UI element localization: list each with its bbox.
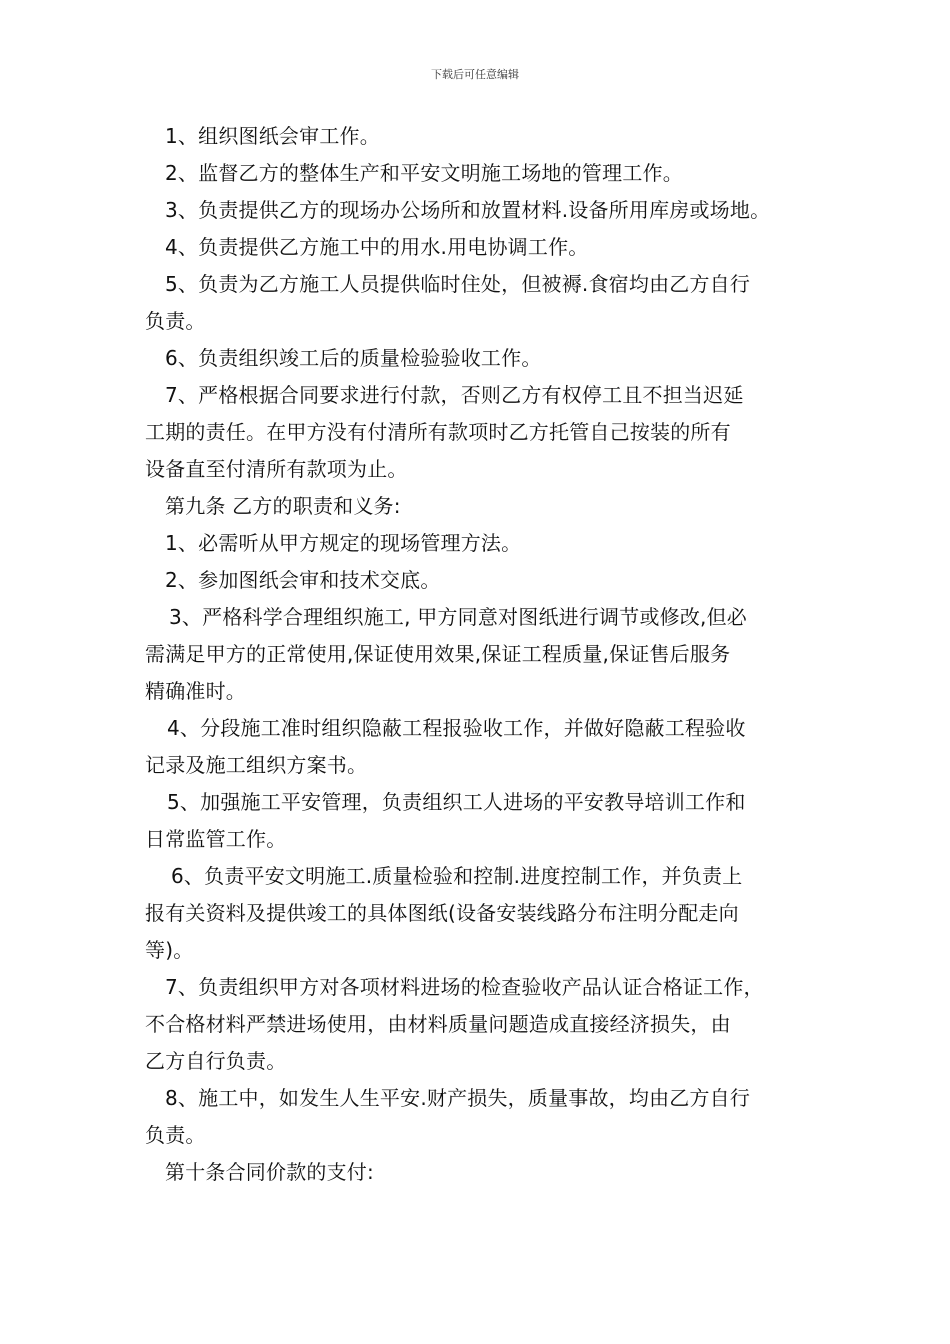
document-line: 精确准时。 bbox=[145, 679, 246, 703]
document-line: 6、负责平安文明施工.质量检验和控制.进度控制工作，并负责上 bbox=[171, 864, 743, 888]
document-line: 3、严格科学合理组织施工, 甲方同意对图纸进行调节或修改,但必 bbox=[169, 605, 747, 629]
document-line: 5、负责为乙方施工人员提供临时住处，但被褥.食宿均由乙方自行 bbox=[165, 272, 751, 296]
document-line: 日常监管工作。 bbox=[145, 827, 287, 851]
document-line: 需满足甲方的正常使用,保证使用效果,保证工程质量,保证售后服务 bbox=[145, 642, 731, 666]
document-line: 6、负责组织竣工后的质量检验验收工作。 bbox=[165, 346, 542, 370]
document-line: 8、施工中，如发生人生平安.财产损失，质量事故，均由乙方自行 bbox=[165, 1086, 751, 1110]
document-line: 第十条合同价款的支付: bbox=[165, 1160, 374, 1184]
document-line: 5、加强施工平安管理，负责组织工人进场的平安教导培训工作和 bbox=[167, 790, 746, 814]
document-line: 2、参加图纸会审和技术交底。 bbox=[165, 568, 441, 592]
document-line: 第九条 乙方的职责和义务: bbox=[165, 494, 401, 518]
document-line: 工期的责任。在甲方没有付清所有款项时乙方托管自己按装的所有 bbox=[145, 420, 731, 444]
page-header-note: 下载后可任意编辑 bbox=[431, 68, 519, 81]
document-line: 乙方自行负责。 bbox=[145, 1049, 287, 1073]
document-line: 设备直至付清所有款项为止。 bbox=[145, 457, 408, 481]
document-line: 1、必需听从甲方规定的现场管理方法。 bbox=[165, 531, 522, 555]
document-line: 7、负责组织甲方对各项材料进场的检查验收产品认证合格证工作， bbox=[165, 975, 764, 999]
document-line: 记录及施工组织方案书。 bbox=[145, 753, 368, 777]
document-line: 等)。 bbox=[145, 938, 194, 962]
document-body bbox=[145, 118, 825, 1191]
document-line: 4、负责提供乙方施工中的用水.用电协调工作。 bbox=[165, 235, 589, 259]
document-line: 不合格材料严禁进场使用，由材料质量问题造成直接经济损失，由 bbox=[145, 1012, 731, 1036]
document-line: 1、组织图纸会审工作。 bbox=[165, 124, 380, 148]
document-line: 3、负责提供乙方的现场办公场所和放置材料.设备所用库房或场地。 bbox=[165, 198, 771, 222]
document-line: 负责。 bbox=[145, 309, 206, 333]
document-line: 负责。 bbox=[145, 1123, 206, 1147]
document-line: 7、严格根据合同要求进行付款，否则乙方有权停工且不担当迟延 bbox=[165, 383, 744, 407]
document-line: 报有关资料及提供竣工的具体图纸(设备安装线路分布注明分配走向 bbox=[145, 901, 739, 925]
document-line: 2、监督乙方的整体生产和平安文明施工场地的管理工作。 bbox=[165, 161, 683, 185]
document-line: 4、分段施工准时组织隐蔽工程报验收工作，并做好隐蔽工程验收 bbox=[167, 716, 746, 740]
